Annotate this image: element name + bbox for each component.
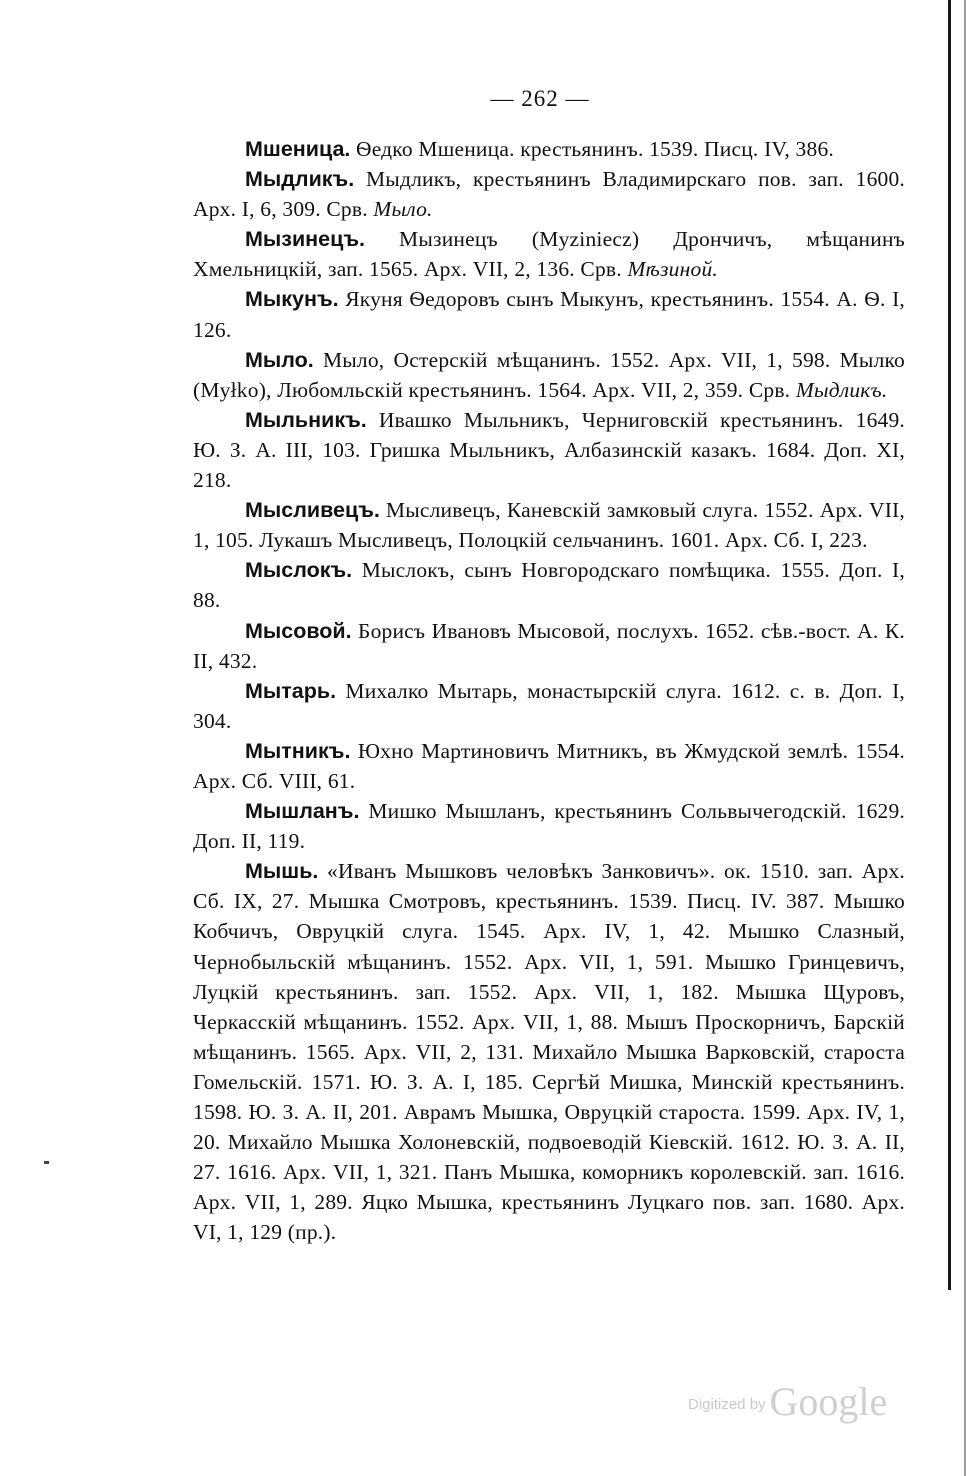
watermark-prefix: Digitized by [688,1396,766,1413]
page-edge-shadow [948,0,951,1290]
entry-text: Мыло, Остерскій мѣщанинъ. 1552. Арх. VII, 1, 598. Мылко (Myłko), Любомльскій крестьянинъ. 1564. Арх. VII, 2, 359. Срв. [193,347,905,402]
dictionary-entry [193,736,905,796]
entry-headword: Мыло. [245,347,314,372]
digitized-by-google-watermark [688,1378,887,1425]
entry-headword: Мыслокъ. [245,558,353,583]
entry-text: Мыдликъ, крестьянинъ Владимирскаго пов. зап. 1600. Арх. I, 6, 309. Срв. [193,167,905,222]
entry-headword: Мыльникъ. [245,407,367,432]
dictionary-entry [193,616,905,676]
stray-ink-mark [44,1161,49,1164]
entry-text: Юхно Мартиновичъ Митникъ, въ Жмудской землѣ. 1554. Арх. Сб. VIII, 61. [193,738,905,793]
entry-cross-reference: Мѣзиной. [627,257,718,282]
entry-headword: Мышланъ. [245,799,360,824]
dictionary-entry [193,676,905,736]
entry-text: Михалко Мытарь, монастырскій слуга. 1612. с. в. Доп. I, 304. [193,678,906,733]
entry-headword: Мышь. [245,859,319,884]
entry-text: Мызинецъ (Myziniecz) Дрончичъ, мѣщанинъ Хмельницкій, зап. 1565. Арх. VII, 2, 136. Срв. [193,227,905,282]
dictionary-entry [193,856,905,1247]
entry-headword: Мытарь. [245,678,337,703]
entry-headword: Мыдликъ. [245,167,355,192]
entry-headword: Мысливецъ. [245,498,380,523]
entry-text: Ивашко Мыльникъ, Черниговскій крестьянинъ. 1649. Ю. З. А. III, 103. Гришка Мыльникъ, Албазинскій казакъ. 1684. Доп. XI, 218. [193,407,905,493]
entry-text: Якуня Ѳедоровъ сынъ Мыкунъ, крестьянинъ. 1554. А. Ѳ. I, 126. [193,287,906,342]
entry-cross-reference: Мыло. [373,197,433,222]
page-edge-line [964,0,966,1476]
entry-text: Мыслокъ, сынъ Новгородскаго помѣщика. 1555. Доп. I, 88. [193,558,905,613]
entry-text: Ѳедко Мшеница. крестьянинъ. 1539. Писц. IV, 386. [355,137,834,161]
dictionary-entry [193,134,905,164]
entry-headword: Мысовой. [245,618,352,643]
dictionary-entry [193,224,905,284]
entry-text: Борисъ Ивановъ Мысовой, послухъ. 1652. сѣв.-вост. А. К. II, 432. [193,618,905,673]
entry-headword: Мшеница. [245,137,351,161]
entry-text: Мишко Мышланъ, крестьянинъ Сольвычегодскій. 1629. Доп. II, 119. [193,799,906,854]
dictionary-entry [193,405,905,495]
dictionary-entry [193,555,905,615]
dictionary-entry [193,284,905,344]
dictionary-entry [193,796,905,856]
google-logo: Google [769,1379,888,1424]
dictionary-entries [193,134,905,1247]
dictionary-entry [193,164,905,224]
page-number: — 262 — [490,86,590,111]
dictionary-entry [193,495,905,555]
entry-headword: Мытникъ. [245,738,351,763]
entry-cross-reference: Мыдликъ. [795,377,888,402]
dictionary-entry [193,345,905,405]
entry-headword: Мыкунъ. [245,287,339,312]
entry-text: «Иванъ Мышковъ человѣкъ Занковичъ». ок. 1510. зап. Арх. Сб. IX, 27. Мышка Смотровъ, крестьянинъ. 1539. Писц. IV. 387. Мышко Кобчичъ, Овруцкій слуга. 1545. Арх. IV, 1, 42. Мышко Слазный, Чернобыльскій мѣщанинъ. 1552. Арх. VII, 1, 591. Мышко Гринцевичъ, Луцкій крестьянинъ. зап. 1552. Арх. VII, 1, 182. Мышка Щуровъ, Черкасскій мѣщанинъ. 1552. Арх. VII, 1, 88. Мышъ Проскорничъ, Барскій мѣщанинъ. 1565. Арх. VII, 2, 131. Михайло Мышка Варковскій, староста Гомельскій. 1571. Ю. З. А. I, 185. Сергѣй Мишка, Минскій крестьянинъ. 1598. Ю. З. А. II, 201. Аврамъ Мышка, Овруцкій староста. 1599. Арх. IV, 1, 20. Михайло Мышка Холоневскій, подвоеводій Кіевскій. 1612. Ю. З. А. II, 27. 1616. Арх. VII, 1, 321. Панъ Мышка, коморникъ королевскій. зап. 1616. Арх. VII, 1, 289. Яцко Мышка, крестьянинъ Луцкаго пов. зап. 1680. Арх. VI, 1, 129 (пр.). [193,859,906,1245]
entry-headword: Мызинецъ. [245,227,365,252]
entry-text: Мысливецъ, Каневскій замковый слуга. 1552. Арх. VII, 1, 105. Лукашъ Мысливецъ, Полоцкій сельчанинъ. 1601. Арх. Сб. I, 223. [193,498,905,553]
